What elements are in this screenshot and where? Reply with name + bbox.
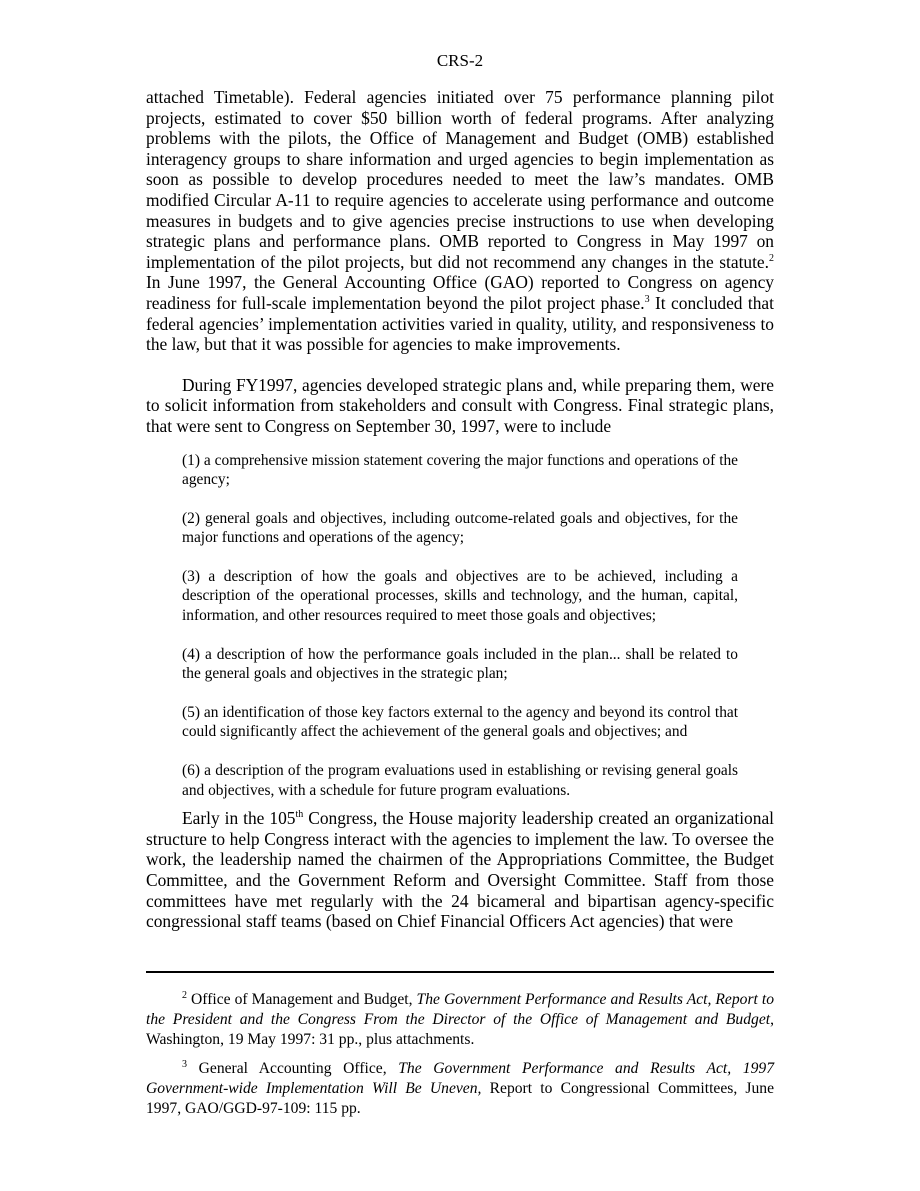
footnote-mark: 2 [182,989,187,1001]
paragraph-gap [146,355,774,375]
list-item: (6) a description of the program evaluations used in establishing or revising general goals and objectives, with a schedule for future program evaluations. [182,762,738,799]
list-item: (2) general goals and objectives, including outcome-related goals and objectives, for the major functions and operations of the agency; [182,509,738,547]
page-header: CRS-2 [436,51,484,70]
footnote-mark: 3 [182,1059,187,1071]
list-item: (4) a description of how the performance goals included in the plan... shall be related to the general goals and objectives in the strategic plan; [182,645,738,683]
footnote-3 [146,1059,774,1118]
paragraph-text: Congress, the House majority leadership created an organizational structure to help Congress interact with the agencies to implement the law. To oversee the work, the leadership named the chairmen of the Appropriations Committee, the Budget Committee, and the Government Reform and Oversight Committee. Staff from those committees have met regularly with the 24 bicameral and bipartisan agency-specific congressional staff teams (based on Chief Financial Officers Act agencies) that were [146,808,774,932]
paragraph-105th-congress [146,808,774,932]
footnote-text: , Washington, 19 May 1997: 31 pp., plus attachments. [146,1010,774,1048]
list-item: (1) a comprehensive mission statement covering the major functions and operations of the agency; [182,451,738,489]
footnote-text: General Accounting Office, [187,1060,399,1078]
paragraph-strategic-plans: During FY1997, agencies developed strategic plans and, while preparing them, were to solicit information from stakeholders and consult with Congress. Final strategic plans, that were sent to Congress on September 30, 1997, were to include [146,374,774,436]
paragraph-text: In June 1997, the General Accounting Office (GAO) reported to Congress on agency readiness for full-scale implementation beyond the pilot project phase. [146,272,774,313]
footnote-title: The Government Performance and Results Act, 1997 Government-wide Implementation Will Be Uneven, [146,1060,774,1098]
list-item: (3) a description of how the goals and objectives are to be achieved, including a description of the operational processes, skills and technology, and the human, capital, information, and other resources required to meet those goals and objectives; [182,567,738,625]
paragraph-pilot-projects [146,87,774,355]
requirements-list [182,451,738,801]
paragraph-text: Early in the 105 [182,808,296,829]
footnotes [146,990,774,1129]
paragraph-text: attached Timetable). Federal agencies initiated over 75 performance planning pilot projects, estimated to cover $50 billion worth of federal programs. After analyzing problems with the pilots, the Office of Management and Budget (OMB) established interagency groups to share information and urged agencies to begin implementation as soon as possible to develop procedures needed to meet the law’s mandates. OMB modified Circular A-11 to require agencies to accelerate using performance and outcome measures in budgets and to give agencies precise instructions to use when developing strategic plans and performance plans. OMB reported to Congress in May 1997 on implementation of the pilot projects, but did not recommend any changes in the statute. [146,87,774,272]
footnote-text: Office of Management and Budget, [187,991,417,1008]
footnote-ref-3: 3 [644,294,650,306]
footnote-2 [146,990,774,1049]
footnote-ref-2: 2 [769,252,774,264]
ordinal-superscript: th [295,809,304,821]
paragraph-text: It concluded that federal agencies’ implementation activities varied in quality, utility, and responsiveness to the law, but that it was possible for agencies to make improvements. [146,292,774,355]
footnote-title: The Government Performance and Results Act, Report to the President and the Congress From the Director of the Office of Management and Budget [146,991,774,1028]
document-page [146,52,774,932]
footnote-divider [146,971,774,973]
footnote-text: Report to Congressional Committees, June 1997, GAO/GGD-97-109: 115 pp. [146,1080,775,1117]
list-item: (5) an identification of those key factors external to the agency and beyond its control that could significantly affect the achievement of the general goals and objectives; and [182,703,738,741]
